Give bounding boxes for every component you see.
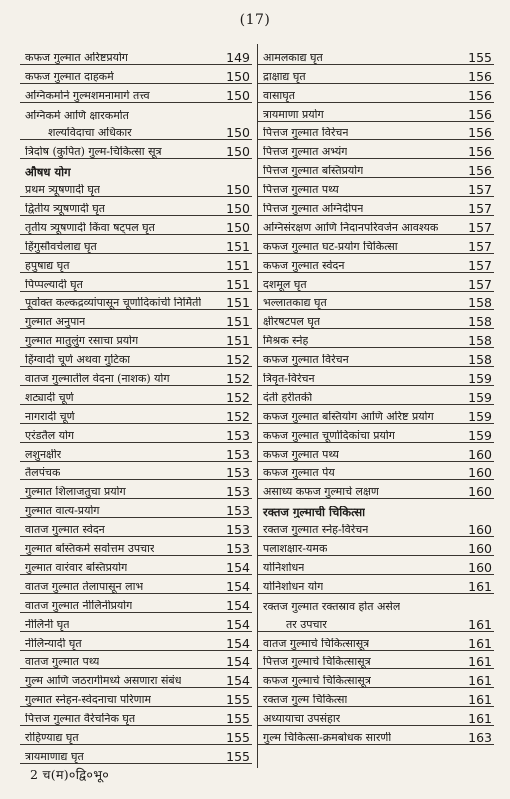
toc-entry-title: गुल्मात वारंवार बस्तिप्रयोग [25,561,128,574]
toc-entry-title: गुल्मात अनुपान [25,316,86,329]
toc-entry-title: कफज गुल्मात दाहकर्म [25,70,114,83]
toc-entry-title: पित्तज गुल्मात पथ्य [263,184,339,197]
toc-entry-page: 151 [226,238,250,254]
toc-entry [20,178,252,197]
toc-entry-title: तर उपचार [286,618,327,631]
toc-entry-page: 161 [468,616,492,632]
toc-entry-page: 155 [226,711,250,727]
toc-entry-title: शट्यादी चूर्ण [25,391,74,404]
toc-entry [258,688,494,707]
toc-entry [20,140,252,159]
toc-entry-title: एरंडतैल योग [25,429,75,442]
toc-entry [20,84,252,103]
toc-entry [258,556,494,575]
toc-entry-page: 160 [468,559,492,575]
toc-entry [20,103,252,122]
toc-entry-title: वातज गुल्मात पथ्य [25,656,100,669]
toc-entry [20,329,252,348]
toc-entry [258,273,494,292]
toc-entry [20,443,252,462]
toc-entry-title: नीलिन्यादी घृत [25,637,82,650]
toc-entry-page: 152 [226,352,250,368]
toc-entry-title: पित्तज गुल्माचे चिकित्सासूत्र [263,656,371,669]
toc-entry-page: 154 [226,673,250,689]
toc-entry-title: कफज गुल्मात चूर्णादिकांचा प्रयोग [263,429,395,442]
toc-entry [258,462,494,481]
toc-entry-title: पूर्वोक्त कल्कद्रव्यांपासून चूर्णादिकांची निर्मिती [25,297,202,310]
toc-entry-page: 161 [468,673,492,689]
toc-entry [20,556,252,575]
toc-entry-title: कफज गुल्मात बस्तियोग आणि अरिष्ट प्रयोग [263,410,434,423]
toc-entry [20,367,252,386]
toc-entry [258,424,494,443]
toc-entry-title: क्षीरषटपल घृत [263,316,321,329]
toc-entry [20,386,252,405]
toc-entry-page: 152 [226,371,250,387]
toc-entry-title: गुल्मात वात्य-प्रयोग [25,505,100,518]
toc-entry-page: 156 [468,87,492,103]
toc-entry-title: कफज गुल्मात विरेचन [263,354,349,367]
toc-entry-title: रक्तज गुल्मात रक्तस्राव होत असेल [263,600,401,613]
toc-entry [20,65,252,84]
toc-entry-title: तैलपंचक [25,467,61,480]
toc-entry-page: 161 [468,654,492,670]
toc-entry-title: पित्तज गुल्मात विरेचन [263,127,349,140]
toc-entry-page: 160 [468,541,492,557]
toc-entry-page: 160 [468,446,492,462]
toc-entry-page: 156 [468,68,492,84]
toc-entry-title: हिंगुसौवर्चलाद्य घृत [25,240,97,253]
toc-entry-page: 158 [468,352,492,368]
page-number: (17) [239,12,271,28]
toc-entry [20,46,252,65]
toc-entry [258,84,494,103]
toc-entry-page: 159 [468,408,492,424]
toc-entry [258,405,494,424]
toc-entry [258,707,494,726]
toc-entry [20,197,252,216]
toc-entry-title: दंती हरीतकी [263,391,313,404]
toc-entry-page: 153 [226,503,250,519]
toc-entry-title: नागरादी चूर्ण [25,410,75,423]
toc-entry-page: 150 [226,182,250,198]
toc-entry-title: अध्यायाचा उपसंहार [263,713,341,726]
toc-entry [258,65,494,84]
toc-entry [20,235,252,254]
toc-entry-title: हपुषाद्य घृत [25,259,70,272]
toc-entry-title: आमलकाद्य घृत [263,51,323,64]
toc-entry [258,367,494,386]
toc-entry-page: 150 [226,144,250,160]
toc-entry-page: 154 [226,616,250,632]
toc-entry-page: 153 [226,427,250,443]
toc-entry-title: द्राक्षाद्य घृत [263,70,306,83]
toc-entry [20,518,252,537]
toc-entry-page: 151 [226,257,250,273]
toc-entry-title: वासाघृत [263,89,296,102]
toc-entry-page: 151 [226,295,250,311]
toc-entry-page: 157 [468,182,492,198]
toc-entry [258,480,494,499]
toc-entry [20,462,252,481]
toc-entry-page: 154 [226,559,250,575]
toc-entry-title: शल्यविदाचा अधिकार [48,127,132,140]
toc-entry-page: 149 [226,49,250,65]
toc-entry-page: 151 [226,314,250,330]
toc-entry-page: 150 [226,201,250,217]
toc-entry-title: पित्तज गुल्मात अभ्यंग [263,146,348,159]
toc-entry-title: वातज गुल्मात तेलापासून लाभ [25,580,144,593]
toc-entry-title: त्रायमाणाद्य घृत [25,750,84,763]
toc-entry [258,613,494,632]
toc-entry-page: 157 [468,201,492,217]
toc-entry [258,292,494,311]
toc-entry-title: त्रिवृत-विरेचन [263,373,315,386]
toc-entry-title: दशमूल घृत [263,278,307,291]
toc-entry [20,613,252,632]
toc-entry-page: 150 [226,87,250,103]
toc-entry [258,594,494,613]
toc-entry-page: 150 [226,219,250,235]
toc-entry-page: 160 [468,522,492,538]
toc-entry [258,122,494,141]
toc-entry [20,651,252,670]
toc-entry [258,386,494,405]
toc-entry-page: 163 [468,729,492,745]
toc-entry [258,46,494,65]
toc-entry [20,745,252,764]
toc-entry-title: पित्तज गुल्मात अग्निदीपन [263,203,364,216]
toc-entry-page: 158 [468,314,492,330]
toc-entry-title: त्रायमाणा प्रयोग [263,108,324,121]
toc-entry-title: कफज गुल्मात घट-प्रयोग चिकित्सा [263,240,398,253]
toc-entry-page: 154 [226,654,250,670]
toc-entry [258,216,494,235]
toc-entry-title: लशुनक्षीर [25,448,62,461]
toc-entry-page: 151 [226,333,250,349]
toc-entry-page: 155 [468,49,492,65]
toc-entry-title: कफज गुल्मात पेय [263,467,335,480]
toc-entry [20,726,252,745]
signature-footer: 2 च(म)०द्वि०भू० [30,767,110,782]
toc-entry-title: अग्निसंरक्षण आणि निदानपरिवर्जन आवश्यक [263,221,439,234]
toc-entry-page: 155 [226,729,250,745]
toc-entry-title: वातज गुल्मातील वेदना (नाशक) योग [25,373,170,386]
toc-entry-page: 158 [468,333,492,349]
toc-entry-title: असाध्य कफज गुल्माचे लक्षण [263,486,379,499]
toc-entry [258,235,494,254]
toc-entry-title: योनिशोधन योग [263,580,324,593]
toc-entry [20,292,252,311]
toc-entry-title: हिंग्वादी चूर्ण अथवा गुटिका [25,354,131,367]
toc-entry-page: 152 [226,389,250,405]
toc-entry [258,103,494,122]
toc-entry-page: 155 [226,692,250,708]
toc-entry [258,726,494,745]
toc-entry [258,669,494,688]
toc-entry-page: 161 [468,711,492,727]
toc-entry-page: 156 [468,144,492,160]
toc-entry-title: प्रथम त्र्यूषणादी घृत [25,184,101,197]
toc-entry-page: 159 [468,389,492,405]
toc-entry-page: 156 [468,125,492,141]
toc-entry [258,651,494,670]
toc-entry [258,443,494,462]
toc-entry-page: 153 [226,465,250,481]
toc-entry-title: गुल्मात शिलाजतुचा प्रयोग [25,486,126,499]
toc-entry-title: गुल्म चिकित्सा-क्रमबोधक सारणी [263,731,392,744]
toc-entry-title: द्वितीय त्र्यूषणादी घृत [25,203,105,216]
toc-entry-page: 154 [226,578,250,594]
toc-entry-page: 160 [468,465,492,481]
toc-entry [258,159,494,178]
toc-entry-title: पित्तज गुल्मात बस्तिप्रयोग [263,165,364,178]
toc-entry-page: 159 [468,371,492,387]
toc-entry-title: कफज गुल्मात अरिष्टप्रयोग [25,51,129,64]
toc-entry [20,575,252,594]
toc-entry [20,669,252,688]
toc-entry-title: पिप्पल्यादी घृत [25,278,83,291]
toc-entry-page: 153 [226,446,250,462]
toc-entry-title: गुल्मात स्नेहन-स्वेदनाचा परिणाम [25,694,152,707]
toc-entry [20,537,252,556]
toc-entry [258,197,494,216]
toc-entry [20,405,252,424]
toc-entry [20,594,252,613]
toc-entry-page: 150 [226,68,250,84]
toc-entry-title: भल्लातकाद्य घृत [263,297,327,310]
toc-entry-title: पलाशक्षार-यमक [263,543,328,556]
toc-entry-title: अग्निकर्म आणि क्षारकर्मात [25,109,129,122]
toc-entry-page: 159 [468,427,492,443]
toc-entry [20,632,252,651]
toc-entry [258,254,494,273]
toc-entry-title: कफज गुल्मात स्वेदन [263,259,345,272]
toc-entry-title: रक्तज गुल्म चिकित्सा [263,694,348,707]
toc-entry-page: 153 [226,522,250,538]
toc-entry-page: 161 [468,578,492,594]
toc-entry-title: नीलिनी घृत [25,618,70,631]
toc-entry-page: 158 [468,295,492,311]
toc-entry-title: वातज गुल्माचे चिकित्सासूत्र [263,637,370,650]
toc-entry-title: गुल्मात मातुलुंग रसाचा प्रयोग [25,335,139,348]
toc-entry-title: वातज गुल्मात नीलिनीप्रयोग [25,599,133,612]
toc-entry [258,575,494,594]
toc-entry-page: 153 [226,484,250,500]
toc-entry-page: 157 [468,257,492,273]
toc-entry-title: वातज गुल्मात स्वेदन [25,524,105,537]
toc-entry [20,310,252,329]
toc-entry [258,348,494,367]
toc-entry-page: 150 [226,125,250,141]
toc-entry-page: 156 [468,163,492,179]
toc-entry [20,480,252,499]
toc-entry [258,518,494,537]
toc-entry-title: औषध योग [25,166,71,179]
toc-section-heading [20,159,252,178]
toc-entry [258,329,494,348]
toc-entry-page: 161 [468,692,492,708]
toc-entry-title: त्रिदोष (कुपित) गुल्म-चिकित्सा सूत्र [25,146,162,159]
toc-entry-title: रोहिण्याद्य घृत [25,731,79,744]
toc-entry [258,178,494,197]
toc-entry [20,499,252,518]
toc-entry-page: 157 [468,276,492,292]
toc-entry-page: 154 [226,597,250,613]
toc-entry-page: 157 [468,219,492,235]
toc-entry [258,632,494,651]
toc-entry [258,140,494,159]
toc-right-column [258,46,494,745]
toc-entry-title: रक्तज गुल्माची चिकित्सा [263,506,366,519]
toc-section-heading [258,499,494,518]
toc-entry-title: तृतीय त्र्यूषणादी किंवा षट्पल घृत [25,221,155,234]
toc-entry [258,537,494,556]
toc-entry-title: अग्निकर्माने गुल्मशमनामागे तत्त्व [25,89,150,102]
toc-entry-page: 153 [226,541,250,557]
toc-entry-title: कफज गुल्मात पथ्य [263,448,340,461]
toc-entry [20,424,252,443]
toc-entry-page: 154 [226,635,250,651]
toc-entry-title: मिश्रक स्नेह [263,335,309,348]
toc-entry [20,348,252,367]
toc-entry-page: 151 [226,276,250,292]
toc-left-column [20,46,252,764]
toc-entry-title: कफज गुल्माचे चिकित्सासूत्र [263,675,371,688]
toc-entry-title: गुल्म आणि जठरागीमध्ये असणारा संबंध [25,675,182,688]
toc-entry [20,216,252,235]
toc-entry [258,310,494,329]
toc-entry-page: 157 [468,238,492,254]
toc-entry-page: 160 [468,484,492,500]
toc-entry [20,688,252,707]
toc-entry-title: योनिशोधन [263,561,305,574]
toc-entry [20,707,252,726]
toc-entry-title: गुल्मात बस्तिकर्म सर्वोत्तम उपचार [25,543,155,556]
toc-entry-page: 155 [226,748,250,764]
toc-entry-page: 156 [468,106,492,122]
toc-entry-page: 152 [226,408,250,424]
toc-entry-page: 161 [468,635,492,651]
toc-entry-title: रक्तज गुल्मात स्नेह-विरेचन [263,524,369,537]
toc-entry [20,273,252,292]
toc-entry-title: पित्तज गुल्मात वैरेचनिक घृत [25,713,136,726]
toc-entry [20,254,252,273]
toc-entry [20,122,252,141]
